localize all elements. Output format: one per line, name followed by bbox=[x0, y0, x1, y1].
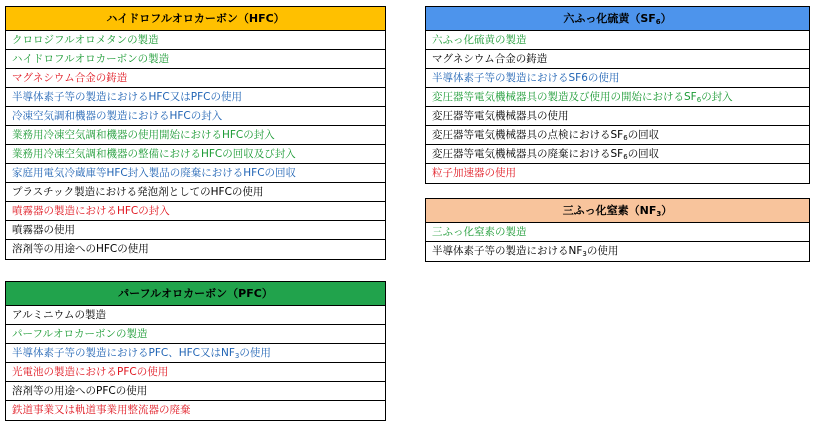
hfc-table-row: 業務用冷凍空気調和機器の整備におけるHFCの回収及び封入 bbox=[6, 145, 385, 164]
hfc-table-row: 噴霧器の製造におけるHFCの封入 bbox=[6, 202, 385, 221]
row-text: 六ふっ化硫黄の製造 bbox=[432, 34, 527, 46]
row-text: マグネシウム合金の鋳造 bbox=[432, 53, 548, 65]
row-text-suffix: の封入 bbox=[701, 91, 733, 103]
row-text: パーフルオロカーボンの製造 bbox=[12, 328, 148, 340]
pfc-table-row bbox=[6, 344, 385, 363]
row-subscript: 3 bbox=[582, 250, 587, 258]
nf3-table-title bbox=[426, 199, 809, 223]
row-text: 粒子加速器の使用 bbox=[432, 167, 516, 179]
sf6-table-row bbox=[426, 69, 809, 88]
hfc-table-row: ハイドロフルオロカーボンの製造 bbox=[6, 50, 385, 69]
nf3-title-pre: 三ふっ化窒素（NF bbox=[562, 204, 657, 217]
nf3-title-sub: 3 bbox=[656, 210, 662, 218]
nf3-table-row bbox=[426, 242, 809, 261]
hfc-table-row: 半導体素子等の製造におけるHFC又はPFCの使用 bbox=[6, 88, 385, 107]
sf6-table-row bbox=[426, 145, 809, 164]
pfc-table-row bbox=[6, 363, 385, 382]
sf6-table bbox=[425, 6, 810, 184]
row-text: 変圧器等電気機械器具の廃棄におけるSF bbox=[432, 148, 624, 160]
nf3-title-post: ） bbox=[661, 204, 673, 217]
hfc-table-row: クロロジフルオロメタンの製造 bbox=[6, 31, 385, 50]
pfc-table-title: パーフルオロカーボン（PFC） bbox=[6, 282, 385, 306]
pfc-table-row bbox=[6, 382, 385, 401]
hfc-table-title: ハイドロフルオロカーボン（HFC） bbox=[6, 7, 385, 31]
pfc-table-row bbox=[6, 306, 385, 325]
hfc-table-row: 業務用冷凍空気調和機器の使用開始におけるHFCの封入 bbox=[6, 126, 385, 145]
row-text: 三ふっ化窒素の製造 bbox=[432, 226, 527, 238]
nf3-table bbox=[425, 198, 810, 262]
sf6-table-row bbox=[426, 126, 809, 145]
hfc-table-row: 噴霧器の使用 bbox=[6, 221, 385, 240]
row-subscript: 6 bbox=[623, 153, 628, 161]
sf6-table-title bbox=[426, 7, 809, 31]
sf6-table-row bbox=[426, 164, 809, 183]
row-text: アルミニウムの製造 bbox=[12, 309, 106, 321]
hfc-table-row: マグネシウム合金の鋳造 bbox=[6, 69, 385, 88]
sf6-title-sub: 6 bbox=[655, 18, 661, 26]
row-subscript: 6 bbox=[623, 134, 628, 142]
hfc-table-row: 家庭用電気冷蔵庫等HFC封入製品の廃棄におけるHFCの回収 bbox=[6, 164, 385, 183]
row-text-suffix: の回収 bbox=[627, 129, 660, 141]
sf6-table-row bbox=[426, 88, 809, 107]
pfc-table-row bbox=[6, 401, 385, 420]
row-subscript: 6 bbox=[696, 96, 702, 104]
row-text-suffix: の使用 bbox=[586, 245, 619, 257]
sf6-table-row bbox=[426, 107, 809, 126]
row-text: 変圧器等電気機械器具の使用 bbox=[432, 110, 569, 122]
row-text-suffix: の使用 bbox=[239, 347, 271, 359]
hfc-table-row: 溶剤等の用途へのHFCの使用 bbox=[12, 243, 149, 255]
pfc-table-row bbox=[6, 325, 385, 344]
sf6-table-row bbox=[426, 31, 809, 50]
sf6-rows bbox=[426, 31, 809, 183]
row-text: 光電池の製造におけるPFCの使用 bbox=[12, 366, 169, 378]
nf3-rows bbox=[426, 223, 809, 261]
row-text: 半導体素子等の製造におけるPFC、HFC又はNF bbox=[12, 347, 235, 359]
row-text: 溶剤等の用途へのPFCの使用 bbox=[12, 385, 148, 397]
row-text: 半導体素子等の製造におけるSF6の使用 bbox=[432, 72, 620, 84]
sf6-table-row bbox=[426, 50, 809, 69]
hfc-table-row: 冷凍空気調和機器の製造におけるHFCの封入 bbox=[6, 107, 385, 126]
pfc-rows bbox=[6, 306, 385, 420]
sf6-title-post: ） bbox=[660, 12, 672, 25]
row-subscript: 3 bbox=[234, 352, 240, 360]
row-text: 鉄道事業又は軌道事業用整流器の廃棄 bbox=[12, 404, 191, 416]
hfc-table-row: プラスチック製造における発泡剤としてのHFCの使用 bbox=[6, 183, 385, 202]
row-text: 半導体素子等の製造におけるNF bbox=[432, 245, 583, 257]
hfc-rows bbox=[6, 31, 385, 259]
nf3-table-row bbox=[426, 223, 809, 242]
sf6-title-pre: 六ふっ化硫黄（SF bbox=[563, 12, 656, 25]
row-text-suffix: の回収 bbox=[627, 148, 660, 160]
row-text: 変圧器等電気機械器具の製造及び使用の開始におけるSF bbox=[432, 91, 697, 103]
row-text: 変圧器等電気機械器具の点検におけるSF bbox=[432, 129, 624, 141]
pfc-table bbox=[5, 281, 386, 421]
hfc-table bbox=[5, 6, 386, 260]
